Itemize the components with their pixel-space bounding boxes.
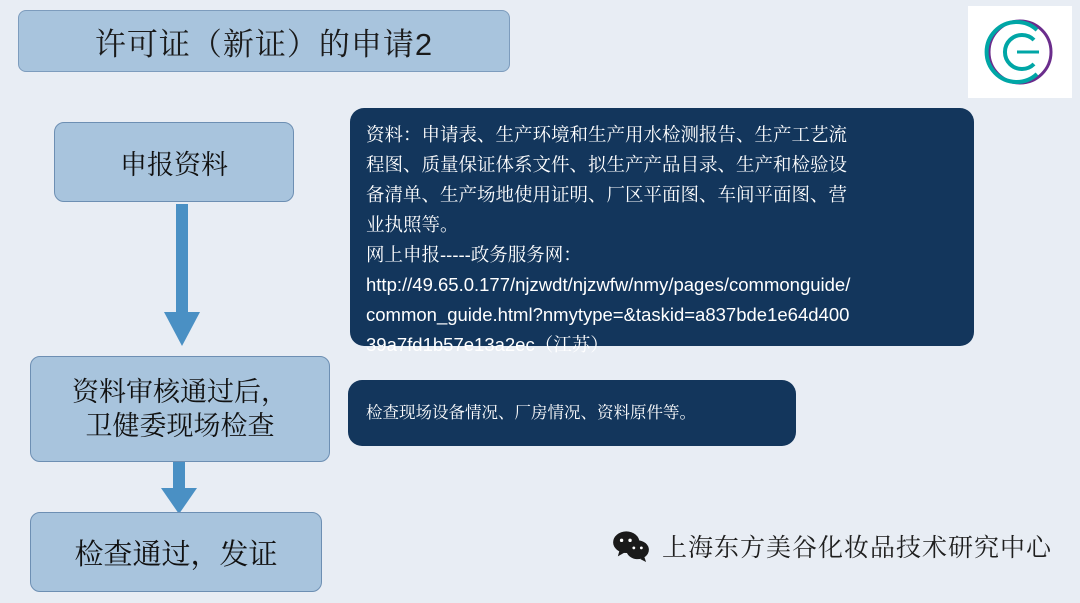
arrow-down-icon-1 bbox=[158, 204, 206, 352]
materials-info-panel bbox=[350, 108, 974, 355]
flow-step-review-label-line2: 卫健委现场检查 bbox=[85, 411, 275, 441]
footer-text: 上海东方美谷化妆品技术研究中心 bbox=[662, 534, 1053, 562]
brand-logo bbox=[968, 6, 1072, 98]
materials-url-line: common_guide.html?nmytype=&taskid=a837bde1e64d400 bbox=[366, 304, 850, 325]
materials-line: 备清单、生产场地使用证明、厂区平面图、车间平面图、营 bbox=[366, 184, 848, 205]
flow-step-declare bbox=[54, 122, 294, 202]
materials-line: 资料：申请表、生产环境和生产用水检测报告、生产工艺流 bbox=[366, 124, 848, 145]
flow-step-issue bbox=[30, 512, 322, 592]
inspection-text: 检查现场设备情况、厂房情况、资料原件等。 bbox=[366, 404, 696, 422]
flow-step-review bbox=[30, 356, 330, 462]
materials-line: 程图、质量保证体系文件、拟生产产品目录、生产和检验设 bbox=[366, 154, 848, 175]
materials-line: 网上申报-----政务服务网： bbox=[366, 244, 582, 265]
flow-step-issue-label: 检查通过，发证 bbox=[74, 538, 278, 571]
materials-line: 业执照等。 bbox=[366, 214, 459, 235]
footer-watermark bbox=[612, 528, 1052, 564]
wechat-icon bbox=[612, 530, 650, 562]
slide-title-box bbox=[18, 10, 510, 72]
inspection-info-panel bbox=[348, 380, 796, 446]
materials-url-line: 39a7fd1b57e13a2ec（江苏） bbox=[366, 334, 609, 355]
flow-step-declare-label: 申报资料 bbox=[120, 149, 228, 180]
page-title: 许可证（新证）的申请2 bbox=[94, 26, 434, 62]
circular-e-logo-icon bbox=[977, 14, 1063, 90]
arrow-down-icon-2 bbox=[155, 462, 203, 518]
materials-url-line: http://49.65.0.177/njzwdt/njzwfw/nmy/pages/commonguide/ bbox=[366, 274, 851, 295]
flow-step-review-label-line1: 资料审核通过后， bbox=[72, 377, 288, 407]
